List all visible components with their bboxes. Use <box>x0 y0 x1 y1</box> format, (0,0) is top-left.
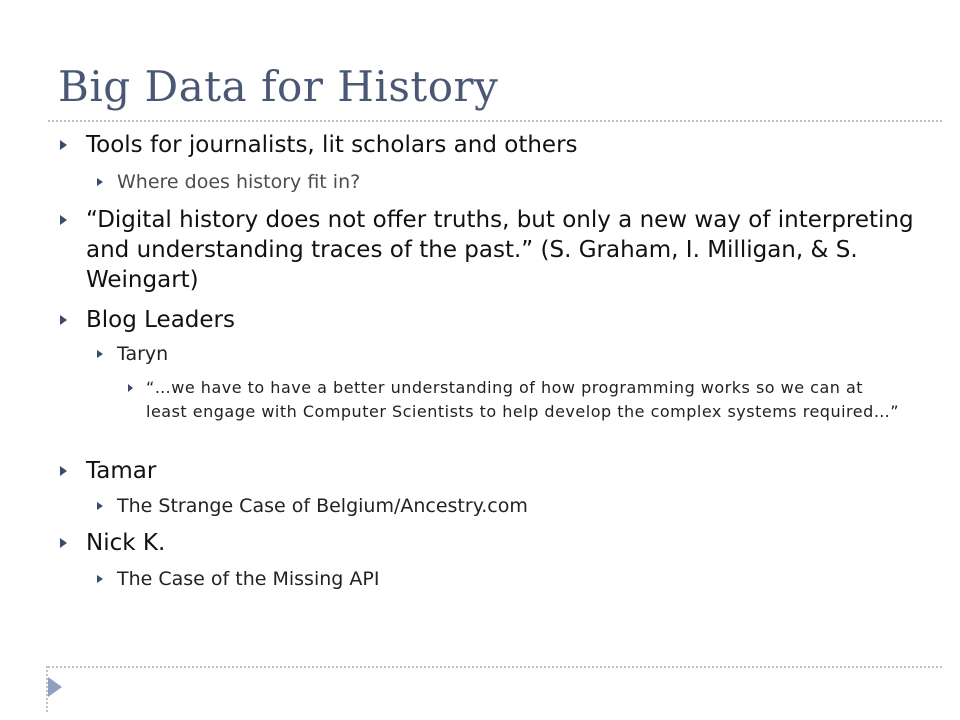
triangle-bullet-icon <box>60 315 67 325</box>
title-divider <box>48 120 942 122</box>
bullet-text: Nick K. <box>86 530 166 556</box>
triangle-bullet-icon <box>60 215 67 225</box>
sub-bullet-item <box>117 169 917 195</box>
triangle-bullet-icon <box>97 575 103 583</box>
bullet-item <box>86 205 926 295</box>
bullet-text: Tamar <box>86 458 157 484</box>
footer-divider <box>48 666 942 668</box>
bullet-text: “Digital history does not offer truths, but only a new way of interpreting and understanding traces of the past.” (S. Graham, I. Milligan, & S. Weingart) <box>86 207 914 293</box>
bullet-text: Blog Leaders <box>86 307 235 333</box>
triangle-right-icon <box>48 677 62 697</box>
bullet-item <box>86 456 926 486</box>
triangle-bullet-icon <box>60 466 67 476</box>
bullet-item <box>86 305 926 335</box>
bullet-item <box>86 528 926 558</box>
sub-bullet-text: The Case of the Missing API <box>117 568 380 590</box>
slide-title: Big Data for History <box>58 62 499 111</box>
sub-bullet-item <box>117 566 917 592</box>
triangle-bullet-icon <box>97 178 103 186</box>
bullet-text: Tools for journalists, lit scholars and others <box>86 132 578 158</box>
triangle-bullet-icon <box>97 502 103 510</box>
sub-sub-bullet-text: “…we have to have a better understanding of how programming works so we can at least engage with Computer Scientists to help develop the complex systems required…” <box>146 378 900 421</box>
sub-bullet-text: Taryn <box>117 343 169 365</box>
sub-bullet-item <box>117 341 917 367</box>
sub-bullet-text: Where does history fit in? <box>117 171 361 193</box>
sub-sub-bullet-item <box>146 376 906 424</box>
triangle-bullet-icon <box>60 538 67 548</box>
triangle-bullet-icon <box>97 350 103 358</box>
triangle-bullet-icon <box>60 140 67 150</box>
sub-bullet-text: The Strange Case of Belgium/Ancestry.com <box>117 495 528 517</box>
triangle-bullet-icon <box>128 384 133 392</box>
bullet-item <box>86 130 926 160</box>
sub-bullet-item <box>117 493 917 519</box>
